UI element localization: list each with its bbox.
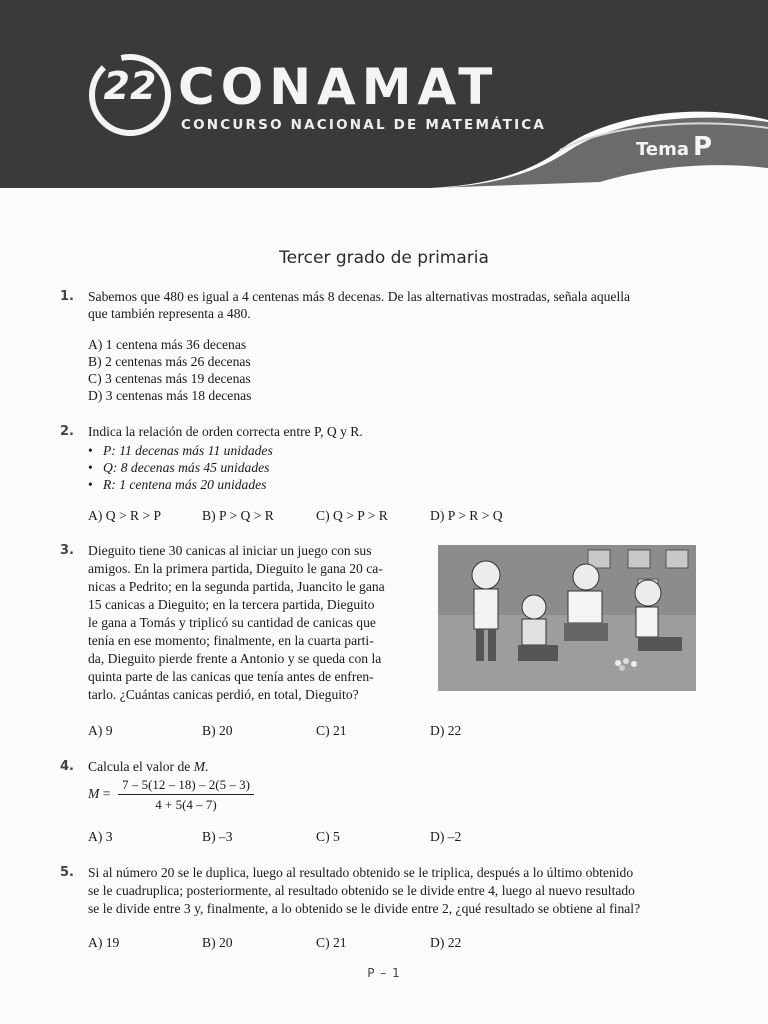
option: A) 9 [88,723,113,738]
question-4 [60,758,720,848]
option: B) 2 centenas más 26 decenas [88,354,251,369]
option: A) Q > R > P [88,508,162,523]
question-text: tenía en ese momento; finalmente, en la cuarta parti- [88,633,374,648]
logo-number: 22 [103,64,157,108]
bullet-item: • Q: 8 decenas más 45 unidades [88,460,270,475]
question-text: que también representa a 480. [88,306,251,321]
option: C) 3 centenas más 19 decenas [88,371,251,386]
question-text: se le divide entre 3 y, finalmente, a lo obtenido se le divide entre 2, ¿qué resultado se obtiene al final? [88,901,641,916]
question-1 [60,288,720,408]
question-text: se le cuadruplica; posteriormente, al resultado obtenido se le divide entre 4, luego al nuevo resultado [88,883,635,898]
option: C) 5 [316,829,340,844]
option: D) 22 [430,723,462,738]
question-text: da, Dieguito pierde frente a Antonio y se queda con la [88,651,382,666]
option: D) P > R > Q [430,508,503,523]
option: C) Q > P > R [316,508,388,523]
question-text: le gana a Tomás y triplicó su cantidad de canicas que [88,615,376,630]
question-text: Dieguito tiene 30 canicas al iniciar un juego con sus [88,543,372,558]
option: D) 22 [430,935,462,950]
question-text: 15 canicas a Dieguito; en la tercera partida, Dieguito [88,597,375,612]
question-text: nicas a Pedrito; en la segunda partida, Juancito le gana [88,579,385,594]
question-number: 5. [60,865,74,880]
option: B) –3 [202,829,233,844]
logo-subtitle: CONCURSO NACIONAL DE MATEMÁTICA [181,117,547,133]
question-number: 4. [60,759,74,774]
bullet-item: • R: 1 centena más 20 unidades [88,477,267,492]
tema-letter: P [693,132,713,162]
question-text: quinta parte de las canicas que tenía antes de enfren- [88,669,374,684]
option: B) P > Q > R [202,508,274,523]
header-banner [0,0,768,200]
option: A) 3 [88,829,113,844]
logo-word: CONAMAT [178,58,499,116]
question-text: Si al número 20 se le duplica, luego al resultado obtenido se le triplica, después a lo último obtenido [88,865,634,880]
question-text: Sabemos que 480 es igual a 4 centenas más 8 decenas. De las alternativas mostradas, señala aquella [88,289,631,304]
tema-label: Tema P [636,132,713,162]
page-title: Tercer grado de primaria [279,248,489,268]
question-text: amigos. En la primera partida, Dieguito le gana 20 ca- [88,561,383,576]
question-number: 3. [60,543,74,558]
question-5 [60,864,720,954]
option: C) 21 [316,935,347,950]
option: A) 19 [88,935,120,950]
question-number: 2. [60,424,74,439]
option: B) 20 [202,723,233,738]
option: A) 1 centena más 36 decenas [88,337,247,352]
question-2 [60,423,720,533]
question-number: 1. [60,289,74,304]
formula-denominator: 4 + 5(4 – 7) [155,797,217,812]
question-text: tarlo. ¿Cuántas canicas perdió, en total, Dieguito? [88,687,359,702]
option: D) –2 [430,829,462,844]
children-playing-marbles-illustration [438,545,696,691]
option: D) 3 centenas más 18 decenas [88,388,252,403]
option: B) 20 [202,935,233,950]
bullet-item: • P: 11 decenas más 11 unidades [88,443,273,458]
option: C) 21 [316,723,347,738]
question-text: Calcula el valor de M. [88,759,209,774]
formula-lhs: M = [88,786,111,801]
fraction-bar [118,794,254,795]
question-text: Indica la relación de orden correcta entre P, Q y R. [88,424,363,439]
formula-numerator: 7 – 5(12 – 18) – 2(5 – 3) [122,777,250,792]
page-number: P – 1 [367,966,401,980]
